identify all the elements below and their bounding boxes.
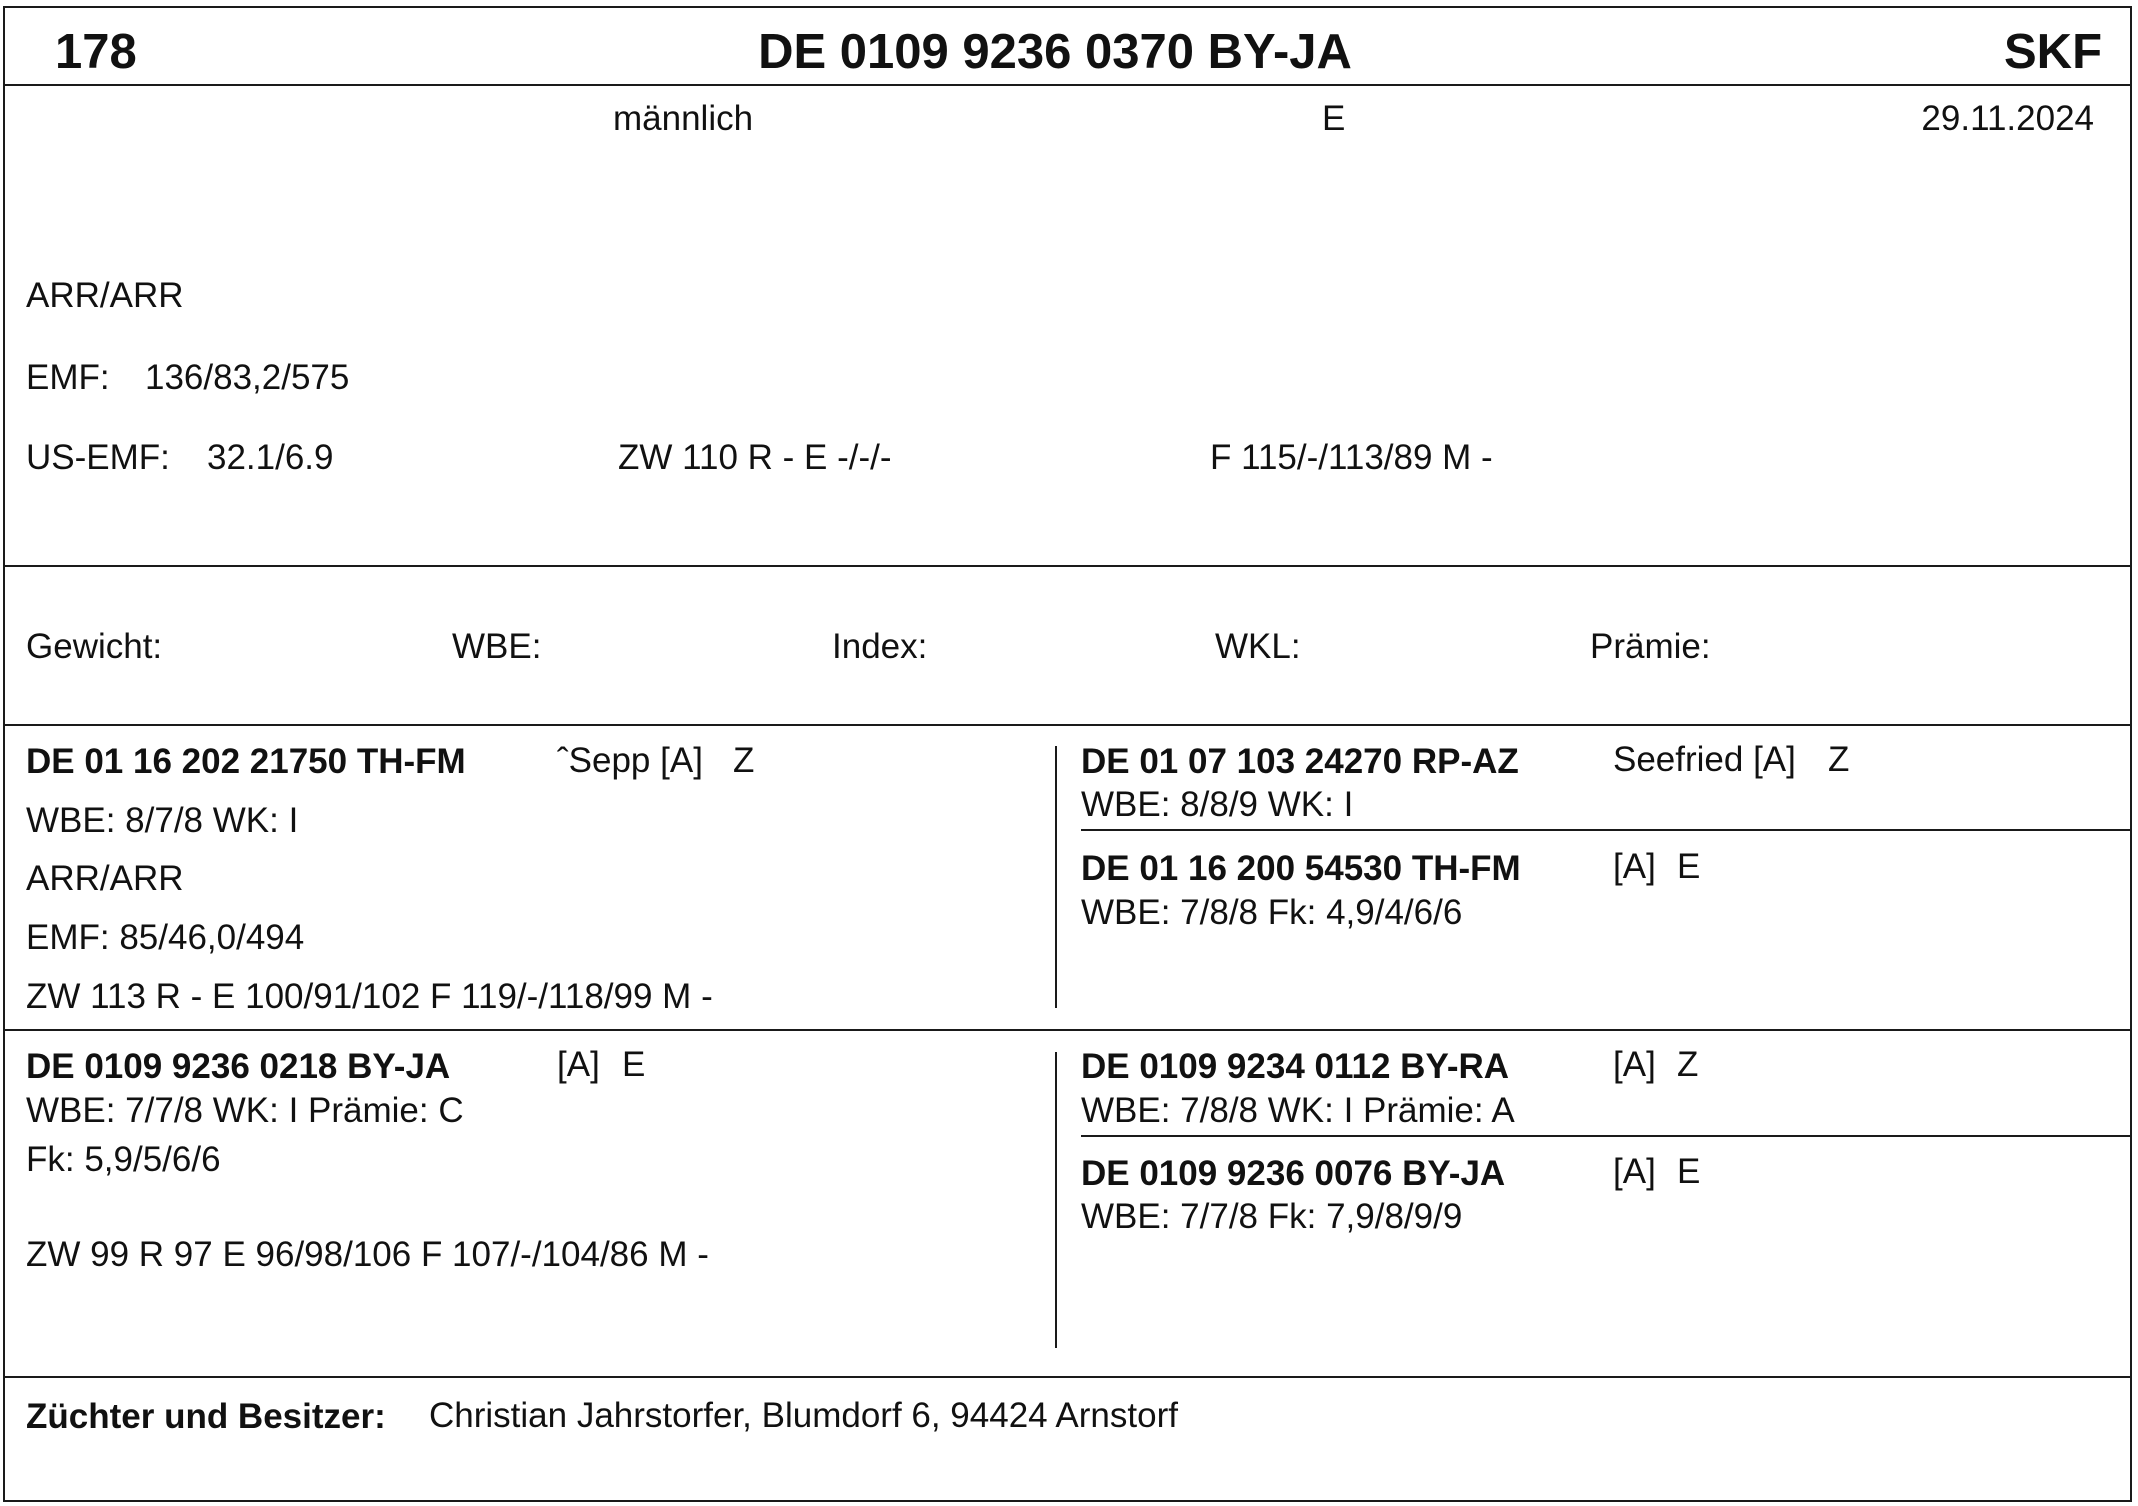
date: 29.11.2024 (1921, 99, 2094, 138)
zw-value: ZW 110 R - E -/-/- (618, 438, 892, 477)
emf-value: 136/83,2/575 (145, 358, 350, 397)
breeder-divider (3, 1376, 2132, 1378)
sex: männlich (613, 99, 754, 138)
sire-name: ˆSepp [A] (557, 741, 703, 780)
dam-sire-code: Z (1677, 1045, 1699, 1084)
sire-sire-code: Z (1828, 740, 1850, 779)
us-emf-value: 32.1/6.9 (207, 438, 334, 477)
sire-grandparents-divider (1081, 829, 2132, 831)
animal-id: DE 0109 9236 0370 BY-JA (758, 25, 1352, 79)
catalog-number: 178 (55, 25, 137, 79)
dam-dam-wbe: WBE: 7/7/8 Fk: 7,9/8/9/9 (1081, 1197, 1463, 1236)
dam-code: E (622, 1045, 646, 1084)
dam-fk: Fk: 5,9/5/6/6 (26, 1140, 221, 1179)
dam-name: [A] (557, 1045, 600, 1084)
info-divider (3, 565, 2132, 567)
sire-dam-name: [A] (1613, 847, 1656, 886)
dam-wbe: WBE: 7/7/8 WK: I Prämie: C (26, 1091, 464, 1130)
sire-sire-name: Seefried [A] (1613, 740, 1796, 779)
us-emf-label: US-EMF: (26, 438, 170, 477)
sire-dam-code: E (1677, 847, 1701, 886)
fields-divider (3, 724, 2132, 726)
sire-sire-wbe: WBE: 8/8/9 WK: I (1081, 785, 1354, 824)
arr-genotype: ARR/ARR (26, 276, 184, 315)
dam-dam-name: [A] (1613, 1152, 1656, 1191)
header-divider (3, 84, 2132, 86)
dam-grandparents-divider (1081, 1135, 2132, 1137)
sire-dam-divider (3, 1029, 2132, 1031)
breeder-label: Züchter und Besitzer: (26, 1397, 386, 1436)
sire-column-divider (1055, 746, 1057, 1008)
sire-wbe: WBE: 8/7/8 WK: I (26, 801, 299, 840)
dam-zw: ZW 99 R 97 E 96/98/106 F 107/-/104/86 M - (26, 1235, 709, 1274)
sire-id: DE 01 16 202 21750 TH-FM (26, 742, 466, 781)
f-value: F 115/-/113/89 M - (1210, 438, 1493, 477)
birth-code: E (1322, 99, 1346, 138)
field-praemie: Prämie: (1590, 627, 1711, 666)
sire-zw: ZW 113 R - E 100/91/102 F 119/-/118/99 M - (26, 977, 713, 1016)
sire-dam-id: DE 01 16 200 54530 TH-FM (1081, 849, 1521, 888)
dam-dam-id: DE 0109 9236 0076 BY-JA (1081, 1154, 1506, 1193)
sire-arr: ARR/ARR (26, 859, 184, 898)
dam-sire-id: DE 0109 9234 0112 BY-RA (1081, 1047, 1510, 1086)
dam-id: DE 0109 9236 0218 BY-JA (26, 1047, 451, 1086)
field-wbe: WBE: (452, 627, 542, 666)
sire-sire-id: DE 01 07 103 24270 RP-AZ (1081, 742, 1519, 781)
breed-code: SKF (2004, 25, 2102, 79)
field-gewicht: Gewicht: (26, 627, 163, 666)
dam-column-divider (1055, 1052, 1057, 1348)
dam-dam-code: E (1677, 1152, 1701, 1191)
sire-emf: EMF: 85/46,0/494 (26, 918, 305, 957)
field-index: Index: (832, 627, 928, 666)
dam-sire-name: [A] (1613, 1045, 1656, 1084)
sire-code: Z (733, 741, 755, 780)
sire-dam-wbe: WBE: 7/8/8 Fk: 4,9/4/6/6 (1081, 893, 1463, 932)
emf-label: EMF: (26, 358, 110, 397)
field-wkl: WKL: (1215, 627, 1301, 666)
breeder-value: Christian Jahrstorfer, Blumdorf 6, 94424 Arnstorf (429, 1396, 1178, 1435)
dam-sire-wbe: WBE: 7/8/8 WK: I Prämie: A (1081, 1091, 1515, 1130)
